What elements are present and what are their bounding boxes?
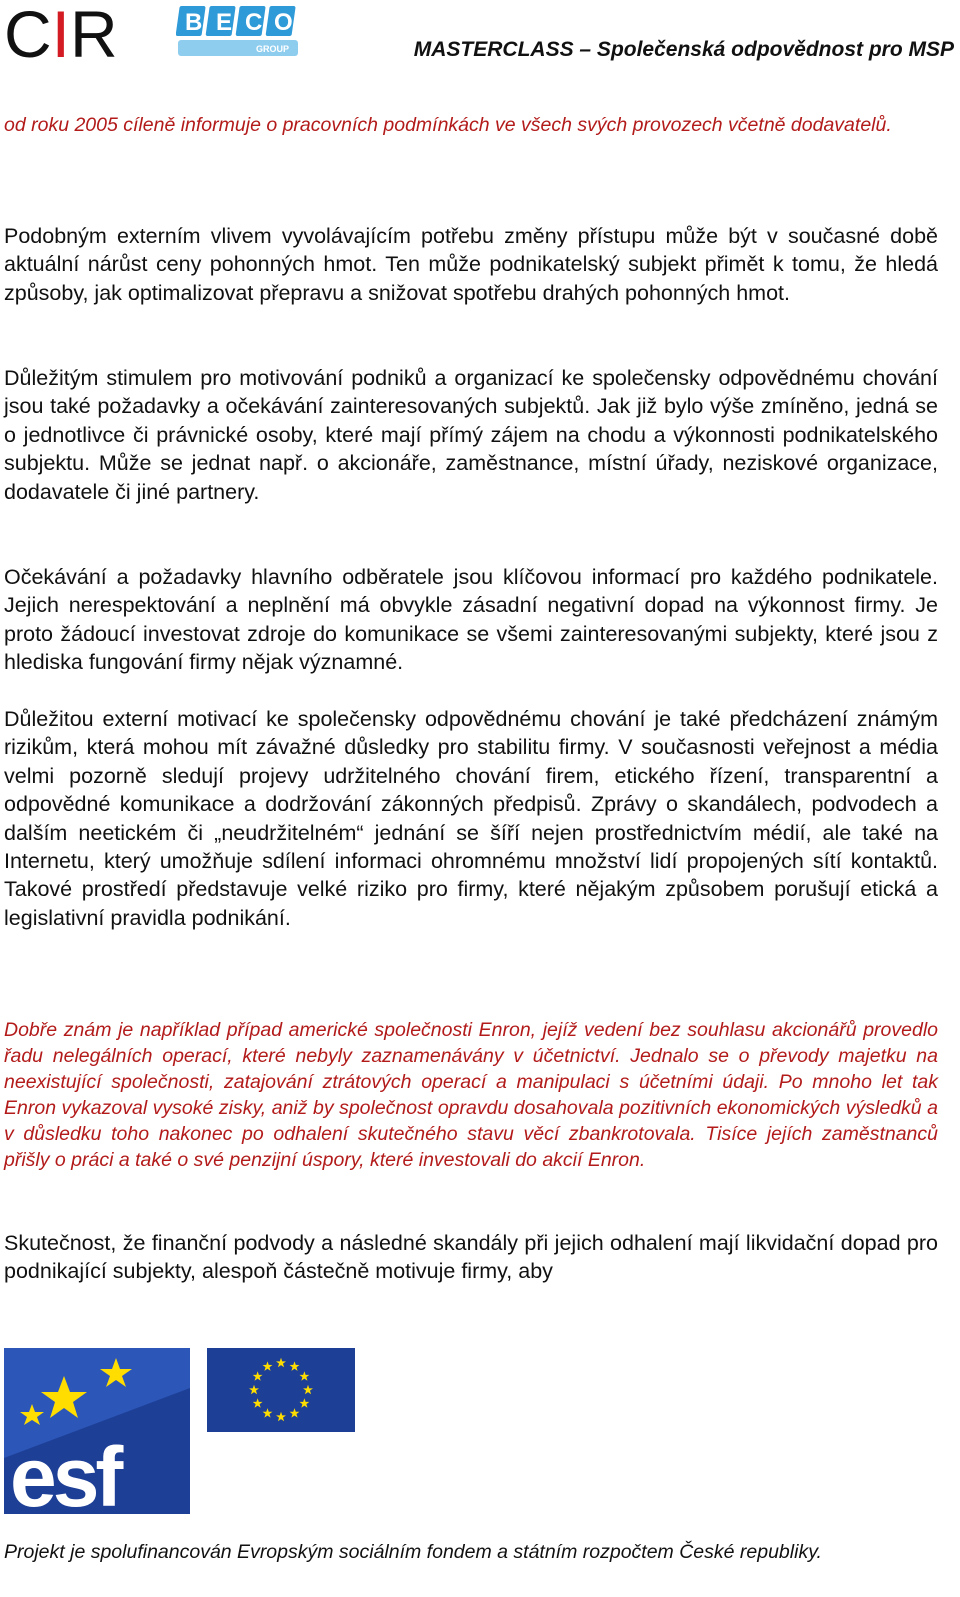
document-title: MASTERCLASS – Společenská odpovědnost pro MSP	[413, 38, 954, 61]
paragraph-fuel-prices: Podobným externím vlivem vyvolávajícím potřebu změny přístupu může být v současné době aktuální nárůst ceny pohonných hmot. Ten může podnikatelský subjekt přimět k tomu, že hledá způsoby, jak optimalizovat přepravu a snižovat spotřebu drahých pohonných hmot.	[4, 224, 938, 305]
esf-wordmark: esf	[10, 1430, 120, 1514]
beco-letter: B	[185, 9, 203, 36]
beco-sub: GROUP	[256, 44, 290, 54]
eu-flag-logo	[207, 1348, 355, 1432]
paragraph-fraud-impact: Skutečnost, že finanční podvody a následné skandály při jejich odhalení mají likvidační dopad pro podnikající subjekty, alespoň částečně motivuje firmy, aby	[4, 1231, 938, 1284]
beco-letter: C	[245, 9, 263, 36]
paragraph-customer-expectations: Očekávání a požadavky hlavního odběratele jsou klíčovou informací pro každého podnikatele. Jejich nerespektování a neplnění má obvykle zásadní negativní dopad na výkonnost firmy. Je proto žádoucí investovat zdroje do komunikace se všemi zainteresovanými subjekty, které jsou z hlediska fungování firmy nějak významné.	[4, 565, 938, 675]
esf-logo	[4, 1348, 190, 1514]
cir-logo: CIR	[4, 0, 118, 71]
paragraph-stakeholders: Důležitým stimulem pro motivování podniků a organizací ke společensky odpovědnému chování jsou také požadavky a očekávání zainteresovaných subjektů. Jak již bylo výše zmíněno, jedná se o jednotlivce či právnické osoby, které mají přímý zájem na chodu a výkonnosti podnikatelského subjektu. Může se jednat např. o akcionáře, zaměstnance, místní úřady, neziskové organizace, dodavatele či jiné partnery.	[4, 366, 938, 504]
beco-group-logo	[176, 4, 306, 60]
page-header	[0, 0, 960, 80]
paragraph-risk-prevention: Důležitou externí motivací ke společensky odpovědnému chování je také předcházení známým rizikům, která mohou mít závažné důsledky pro stabilitu firmy. V současnosti veřejnost a média velmi pozorně sledují projevy udržitelného chování firem, etického řízení, transparentní a odpovědné komunikace a dodržování zákonných předpisů. Zprávy o skandálech, podvodech a dalším neetickém či „neudržitelném“ jednání se šíří nejen prostřednictvím médií, ale také na Internetu, který umožňuje sdílení informaci ohromnému množství lidí propojených sítí kontaktů. Takové prostředí představuje velké riziko pro firmy, které nějakým způsobem porušují etická a legislativní pravidla podnikání.	[4, 707, 938, 930]
intro-paragraph: od roku 2005 cíleně informuje o pracovních podmínkách ve všech svých provozech včetně dodavatelů.	[4, 114, 892, 136]
beco-letter: O	[274, 9, 293, 36]
beco-letter: E	[216, 9, 233, 36]
paragraph-enron-case: Dobře znám je například případ americké společnosti Enron, jejíž vedení bez souhlasu akcionářů provedlo řadu nelegálních operací, které nebyly zaznamenávány v účetnictví. Jednalo se o převody majetku na neexistující společnosti, zatajování ztrátových operací a manipulaci s účetními údaji. Po mnoho let tak Enron vykazoval vysoké zisky, aniž by společnost opravdu dosahovala pozitivních ekonomických výsledků a v důsledku toho nakonec po odhalení skutečného stavu věcí zbankrotovala. Tisíce jejích zaměstnanců přišly o práci a také o své penzijní úspory, které investovali do akcií Enron.	[4, 1019, 938, 1171]
footer-funding-note: Projekt je spolufinancován Evropským sociálním fondem a státním rozpočtem České republiky.	[4, 1541, 822, 1563]
